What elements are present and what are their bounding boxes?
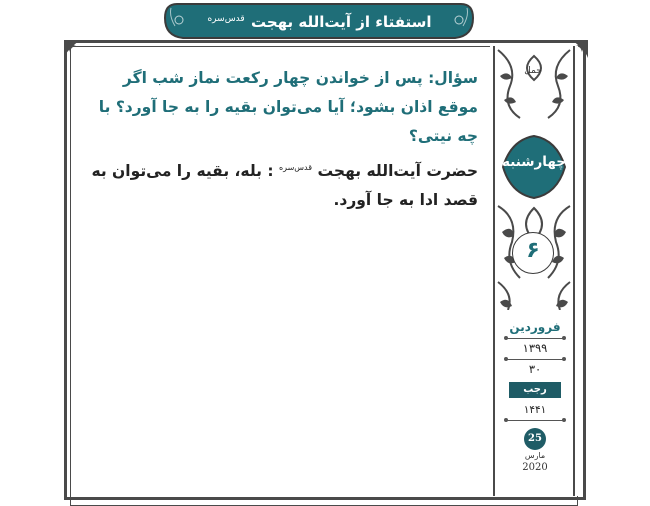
answer-text: : بله، بقیه را می‌توان به قصد ادا به جا آورد. — [91, 162, 478, 210]
gregorian-month: مارس — [524, 451, 546, 460]
separator — [506, 420, 564, 421]
hijri-day: ۳۰ — [528, 362, 542, 376]
title-main: استفتاء از آیت‌الله بهجت — [250, 13, 432, 31]
separator — [506, 359, 564, 360]
answer-prefix: حضرت آیت‌الله بهجت — [317, 162, 478, 181]
hijri-year: ۱۴۴۱ — [523, 404, 547, 416]
hijri-month: رجب — [509, 382, 561, 398]
gregorian-day: 25 — [524, 428, 546, 450]
separator — [506, 338, 564, 339]
zodiac-month: حمل — [524, 66, 542, 76]
solar-month: فروردین — [509, 320, 561, 334]
question-text: سؤال: پس از خواندن چهار رکعت نماز شب اگر موقع اذان بشود؛ آیا می‌توان بقیه را به جا آورد؟ با چه نیتی؟ — [98, 69, 478, 145]
gregorian-year: 2020 — [522, 462, 548, 473]
title-honorific: قدس‌سره — [207, 14, 245, 24]
solar-year: ۱۳۹۹ — [522, 341, 548, 355]
day-number: ۶ — [526, 238, 540, 263]
answer-honorific: قدس‌سره — [278, 163, 313, 172]
weekday-label: چهارشنبه — [502, 154, 566, 170]
page-title — [163, 6, 475, 32]
title-banner — [163, 0, 475, 40]
main-content — [88, 64, 478, 215]
answer-paragraph — [88, 153, 478, 215]
